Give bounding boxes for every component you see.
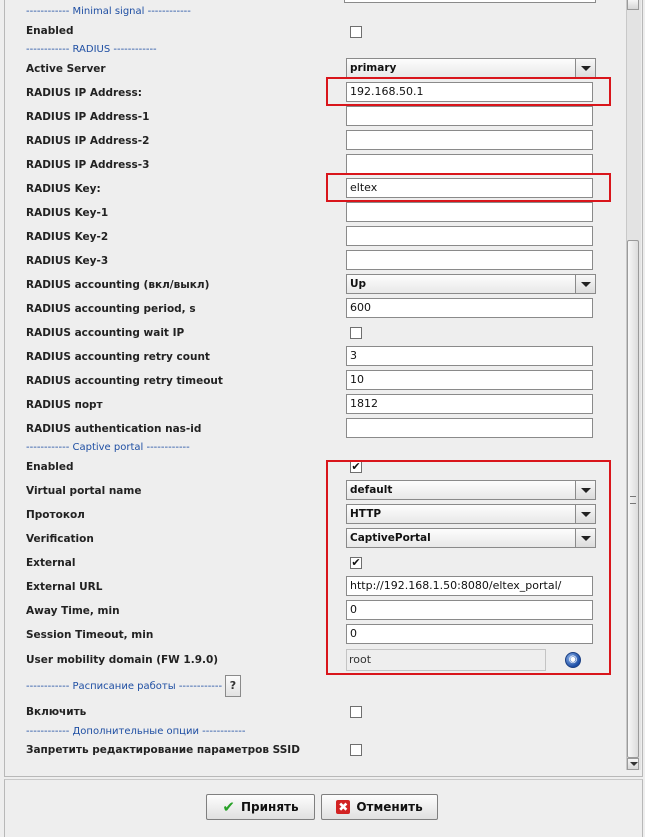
radius-ip-2-input[interactable]	[346, 130, 593, 150]
grip-icon	[630, 496, 636, 504]
label-away-time: Away Time, min	[26, 605, 120, 617]
help-button[interactable]: ?	[225, 675, 241, 697]
radius-ip-1-input[interactable]	[346, 106, 593, 126]
field-above-cut[interactable]	[344, 0, 596, 3]
label-virtual-portal: Virtual portal name	[26, 485, 142, 497]
radius-key-3-input[interactable]	[346, 250, 593, 270]
active-server-value: primary	[350, 62, 397, 74]
cancel-label: Отменить	[356, 800, 423, 814]
radius-port-input[interactable]: 1812	[346, 394, 593, 414]
verification-value: CaptivePortal	[350, 532, 431, 544]
chevron-down-icon[interactable]	[575, 275, 595, 293]
label-cp-enabled: Enabled	[26, 461, 74, 473]
protocol-select[interactable]	[346, 504, 596, 524]
label-external: External	[26, 557, 76, 569]
accounting-period-input[interactable]: 600	[346, 298, 593, 318]
accounting-onoff-select[interactable]	[346, 274, 596, 294]
label-mobility-domain: User mobility domain (FW 1.9.0)	[26, 654, 219, 666]
verification-select[interactable]	[346, 528, 596, 548]
chevron-down-icon[interactable]	[575, 59, 595, 77]
virtual-portal-select[interactable]	[346, 480, 596, 500]
cancel-button[interactable]	[321, 794, 438, 820]
section-radius: ------------ RADIUS ------------	[26, 44, 157, 55]
accounting-retry-count-input[interactable]: 3	[346, 346, 593, 366]
label-accounting-wait-ip: RADIUS accounting wait IP	[26, 327, 185, 339]
label-protocol: Протокол	[26, 509, 85, 521]
radius-key-input[interactable]: eltex	[346, 178, 593, 198]
label-auth-nas-id: RADIUS authentication nas-id	[26, 423, 202, 435]
check-icon: ✔	[222, 798, 235, 816]
label-external-url: External URL	[26, 581, 103, 593]
label-radius-ip-1: RADIUS IP Address-1	[26, 111, 150, 123]
section-captive-portal: ------------ Captive portal ------------	[26, 442, 190, 453]
active-server-select[interactable]	[346, 58, 596, 78]
radius-key-2-input[interactable]	[346, 226, 593, 246]
label-forbid-ssid-edit: Запретить редактирование параметров SSID	[26, 744, 300, 756]
scroll-up-button[interactable]	[627, 0, 639, 10]
chevron-down-icon[interactable]	[575, 505, 595, 523]
accounting-onoff-value: Up	[350, 278, 367, 290]
session-timeout-input[interactable]: 0	[346, 624, 593, 644]
section-minimal-signal: ------------ Minimal signal ------------	[26, 6, 191, 17]
label-accounting-retry-timeout: RADIUS accounting retry timeout	[26, 375, 223, 387]
label-enabled-signal: Enabled	[26, 25, 74, 37]
checkbox-accounting-wait-ip[interactable]	[350, 327, 362, 339]
globe-icon[interactable]: ◉	[565, 652, 581, 668]
label-radius-key-1: RADIUS Key-1	[26, 207, 109, 219]
label-radius-key: RADIUS Key:	[26, 183, 101, 195]
label-active-server: Active Server	[26, 63, 106, 75]
label-radius-key-2: RADIUS Key-2	[26, 231, 109, 243]
auth-nas-id-input[interactable]	[346, 418, 593, 438]
radius-key-1-input[interactable]	[346, 202, 593, 222]
virtual-portal-value: default	[350, 484, 393, 496]
label-radius-ip-2: RADIUS IP Address-2	[26, 135, 150, 147]
label-verification: Verification	[26, 533, 94, 545]
checkbox-cp-enabled[interactable]: ✔	[351, 460, 361, 473]
close-icon: ✖	[338, 800, 349, 814]
protocol-value: HTTP	[350, 508, 382, 520]
label-radius-ip: RADIUS IP Address:	[26, 87, 142, 99]
label-schedule-enable: Включить	[26, 706, 87, 718]
checkbox-forbid-ssid-edit[interactable]	[350, 744, 362, 756]
label-radius-port: RADIUS порт	[26, 399, 103, 411]
away-time-input[interactable]: 0	[346, 600, 593, 620]
label-radius-ip-3: RADIUS IP Address-3	[26, 159, 150, 171]
section-additional: ------------ Дополнительные опции ------------	[26, 726, 246, 737]
label-accounting-onoff: RADIUS accounting (вкл/выкл)	[26, 279, 210, 291]
section-schedule: ------------ Расписание работы ------------	[26, 681, 223, 692]
chevron-down-icon[interactable]	[575, 529, 595, 547]
accounting-retry-timeout-input[interactable]: 10	[346, 370, 593, 390]
checkbox-schedule-enable[interactable]	[350, 706, 362, 718]
checkbox-external[interactable]: ✔	[351, 556, 361, 569]
label-accounting-period: RADIUS accounting period, s	[26, 303, 196, 315]
accept-button[interactable]	[206, 794, 315, 820]
mobility-domain-field: root	[346, 649, 546, 671]
accept-label: Принять	[240, 800, 299, 814]
radius-ip-3-input[interactable]	[346, 154, 593, 174]
label-radius-key-3: RADIUS Key-3	[26, 255, 109, 267]
label-session-timeout: Session Timeout, min	[26, 629, 154, 641]
label-accounting-retry-count: RADIUS accounting retry count	[26, 351, 210, 363]
chevron-down-icon[interactable]	[575, 481, 595, 499]
external-url-input[interactable]: http://192.168.1.50:8080/eltex_portal/	[346, 576, 593, 596]
checkbox-enabled-signal[interactable]	[350, 26, 362, 38]
scroll-down-button[interactable]	[627, 758, 639, 770]
radius-ip-input[interactable]: 192.168.50.1	[346, 82, 593, 102]
